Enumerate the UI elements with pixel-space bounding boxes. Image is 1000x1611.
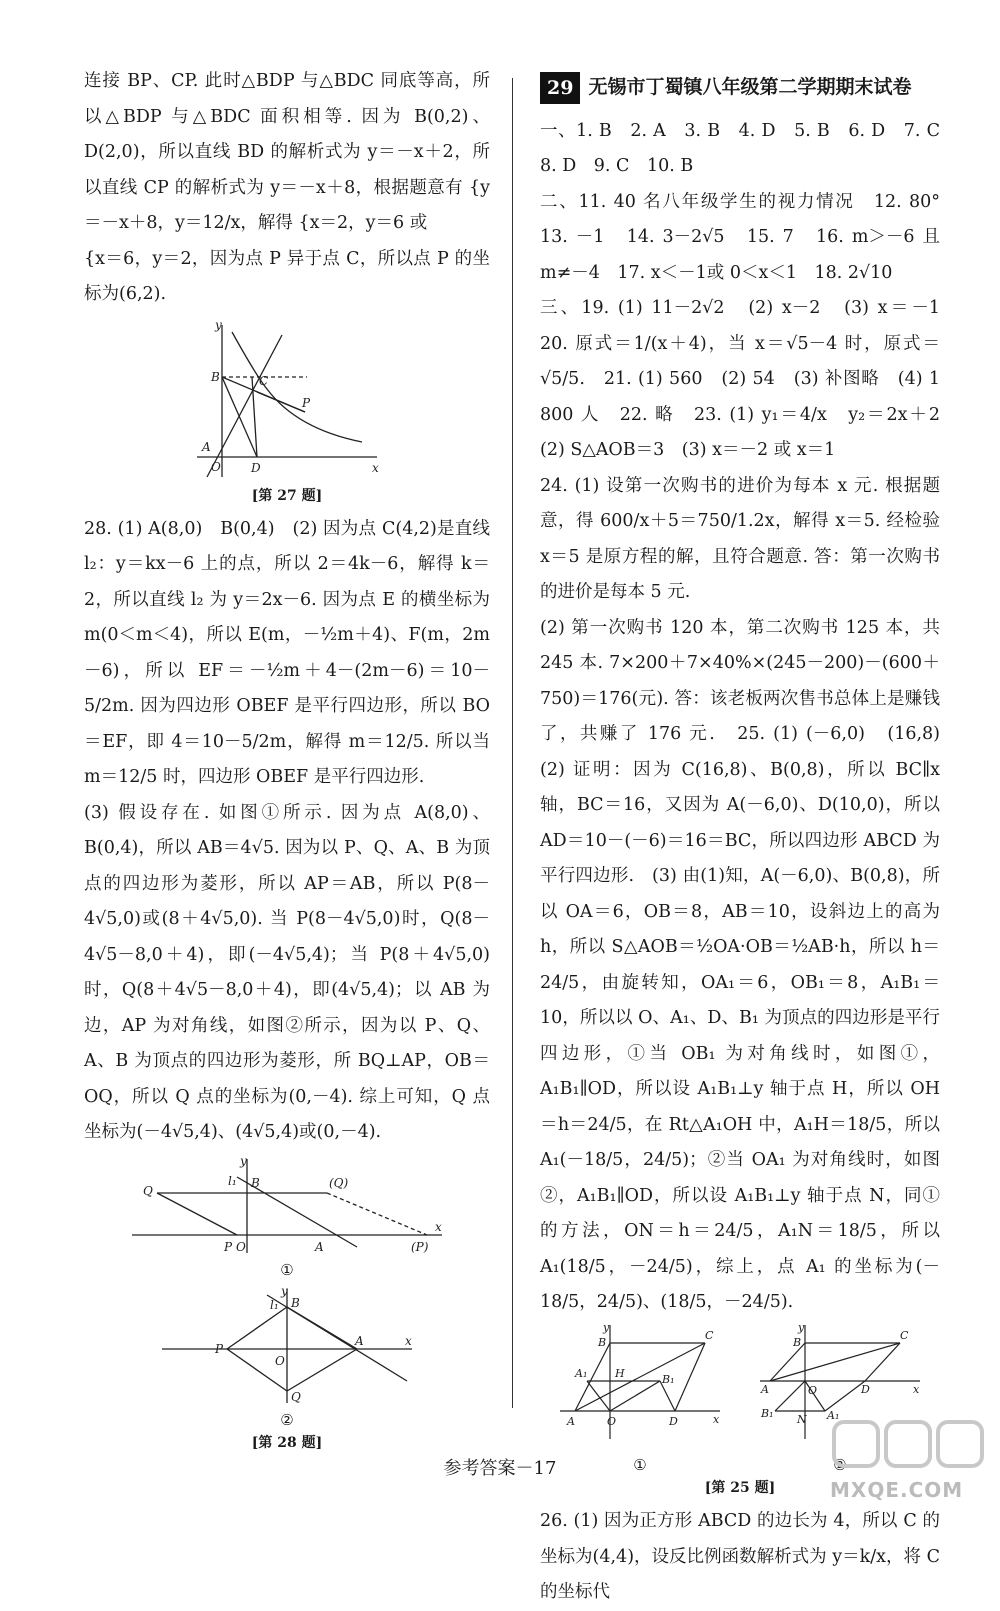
svg-text:A: A <box>567 1414 575 1428</box>
figure-25-2-label: ② <box>833 1456 847 1474</box>
watermark-url: MXQE.COM <box>830 1478 964 1502</box>
answer-24: 24. (1) 设第一次购书的进价为每本 x 元. 根据题意，得 600/x＋5＝750/1.2x，解得 x＝5. 经检验 x＝5 是原方程的解，且符合题意. 答：第一次购书的进价是每本 5 元. <box>540 475 940 602</box>
answer-27-end: {x＝6，y＝2，因为点 P 异于点 C，所以点 P 的坐标为(6,2). <box>84 248 490 304</box>
svg-text:P: P <box>215 1341 224 1356</box>
svg-text:A: A <box>761 1382 769 1396</box>
svg-text:B: B <box>251 1175 260 1190</box>
section-number: 29 <box>540 72 580 104</box>
svg-text:B: B <box>291 1295 300 1310</box>
svg-text:O: O <box>236 1239 246 1254</box>
svg-text:B₁: B₁ <box>662 1372 675 1386</box>
svg-text:A: A <box>355 1333 364 1348</box>
left-column <box>84 64 490 1459</box>
svg-text:O: O <box>275 1353 285 1368</box>
svg-text:O: O <box>607 1414 617 1428</box>
svg-text:y: y <box>215 317 222 332</box>
svg-text:B₁: B₁ <box>761 1406 774 1420</box>
svg-text:x: x <box>435 1219 442 1234</box>
svg-text:y: y <box>603 1320 610 1334</box>
svg-text:x: x <box>913 1382 920 1396</box>
figure-25-caption: [第 25 题] <box>704 1480 776 1496</box>
svg-text:B: B <box>793 1335 802 1349</box>
answers-fill: 二、11. 40 名八年级学生的视力情况 12. 80° 13. －1 14. 3－2√5 15. 7 16. m＞－6 且 m≠－4 17. x＜－1或 0＜x＜1 18. 2√10 <box>540 191 958 283</box>
watermark-logo <box>830 1418 990 1502</box>
column-divider <box>512 78 513 1408</box>
svg-text:x: x <box>713 1412 720 1426</box>
figure-28-1-label: ① <box>280 1260 294 1279</box>
answer-27-cont: 连接 BP、CP. 此时△BDP 与△BDC 同底等高，所以△BDP 与△BDC 面积相等. 因为 B(0,2)、D(2,0)，所以直线 BD 的解析式为 y＝－x＋2，所以直线 CP 的解析式为 y＝－x＋8，根据题意有 {y＝－x＋8，y＝12/x，解得 {x＝2，y＝6 或 <box>84 71 490 233</box>
svg-text:l₁: l₁ <box>270 1297 279 1312</box>
answers-choice: 一、1. B 2. A 3. B 4. D 5. B 6. D 7. C 8. D 9. C 10. B <box>540 120 958 176</box>
figure-27-caption: [第 27 题] <box>251 487 323 504</box>
figure-25-1-label: ① <box>633 1456 647 1474</box>
svg-text:C: C <box>259 373 269 388</box>
svg-text:B: B <box>598 1335 607 1349</box>
svg-text:A: A <box>202 439 211 454</box>
svg-text:H: H <box>615 1366 625 1380</box>
svg-text:O: O <box>211 459 221 474</box>
svg-text:A₁: A₁ <box>575 1366 588 1380</box>
figure-25-1 <box>555 1321 725 1441</box>
svg-text:A₁: A₁ <box>827 1408 840 1422</box>
svg-text:(Q): (Q) <box>329 1175 349 1190</box>
svg-text:B: B <box>211 369 220 384</box>
answer-26: 26. (1) 因为正方形 ABCD 的边长为 4，所以 C 的坐标为(4,4)，设反比例函数解析式为 y＝k/x，将 C 的坐标代 <box>540 1511 940 1602</box>
svg-text:y: y <box>240 1154 247 1168</box>
answer-28: 28. (1) A(8,0) B(0,4) (2) 因为点 C(4,2)是直线 l₂：y＝kx－6 上的点，所以 2＝4k－6，解得 k＝2，所以直线 l₂ 为 y＝2x－6. 因为点 E 的横坐标为 m(0＜m＜4)，所以 E(m，－½m＋4)、F(m，2m－6)，所以 EF＝－½m＋4－(2m－6)＝10－5/2m. 因为四边形 OBEF 是平行四边形，所以 BO＝EF，即 4＝10－5/2m，解得 m＝12/5. 所以当 m＝12/5 时，四边形 OBEF 是平行四边形. <box>84 518 490 787</box>
svg-text:N: N <box>797 1412 807 1426</box>
svg-text:C: C <box>900 1328 909 1342</box>
svg-text:D: D <box>669 1414 678 1428</box>
svg-text:y: y <box>281 1284 288 1298</box>
right-column <box>540 64 958 1611</box>
svg-text:Q: Q <box>143 1183 153 1198</box>
watermark-badge-icon <box>830 1418 990 1474</box>
section-header <box>540 70 940 106</box>
figure-28-2-label: ② <box>280 1410 294 1429</box>
svg-text:A: A <box>315 1239 324 1254</box>
svg-text:P: P <box>224 1239 233 1254</box>
svg-text:O: O <box>808 1383 818 1397</box>
section-title: 无锡市丁蜀镇八年级第二学期期末试卷 <box>588 76 912 98</box>
answers-solve: 三、19. (1) 11－2√2 (2) x－2 (3) x＝－1 20. 原式＝1/(x＋4)，当 x＝√5－4 时，原式＝√5/5. 21. (1) 560 (2) 54 (3) 补图略 (4) 1 800 人 22. 略 23. (1) y₁＝4/x y₂＝2x＋2 (2) S△AOB＝3 (3) x＝－2 或 x＝1 <box>540 298 958 460</box>
figure-27 <box>187 317 387 482</box>
svg-text:D: D <box>251 460 261 475</box>
answer-28-part3: (3) 假设存在. 如图①所示. 因为点 A(8,0)、B(0,4)，所以 AB＝4√5. 因为以 P、Q、A、B 为顶点的四边形为菱形，所以 AP＝AB，所以 P(8－4√5,0)或(8＋4√5,0). 当 P(8－4√5,0)时，Q(8－4√5－8,0＋4)，即(－4√5,4)；当 P(8＋4√5,0)时，Q(8＋4√5－8,0＋4)，即(4√5,4)；以 AB 为边，AP 为对角线，如图②所示，因为以 P、Q、A、B 为顶点的四边形为菱形，所 BQ⊥AP，OB＝OQ，所以 Q 点的坐标为(0,－4). 综上可知，Q 点坐标为(－4√5,4)、(4√5,4)或(0,－4). <box>84 802 490 1142</box>
svg-text:(P): (P) <box>411 1239 429 1254</box>
svg-text:Q: Q <box>291 1389 301 1404</box>
figure-28-2 <box>157 1285 417 1405</box>
figure-25-1-wrap <box>555 1321 725 1477</box>
figure-28-1 <box>127 1155 447 1255</box>
svg-text:D: D <box>861 1382 870 1396</box>
svg-text:C: C <box>705 1328 714 1342</box>
svg-text:x: x <box>405 1333 412 1348</box>
figure-28-caption: [第 28 题] <box>251 1434 323 1451</box>
answer-24-25: (2) 第一次购书 120 本，第二次购书 125 本，共 245 本. 7×200＋7×40%×(245－200)－(600＋750)＝176(元). 答：该老板两次售书总体上是赚钱了，共赚了 176 元. 25. (1) (－6,0) (16,8) (2) 证明：因为 C(16,8)、B(0,8)，所以 BC∥x 轴，BC＝16，又因为 A(－6,0)、D(10,0)，所以 AD＝10－(－6)＝16＝BC，所以四边形 ABCD 为平行四边形. (3) 由(1)知，A(－6,0)、B(0,8)，所以 OA＝6，OB＝8，AB＝10，设斜边上的高为 h，所以 S△AOB＝½OA·OB＝½AB·h，所以 h＝24/5，由旋转知，OA₁＝6，OB₁＝8，A₁B₁＝10，所以以 O、A₁、D、B₁ 为顶点的四边形是平行四边形，①当 OB₁ 为对角线时，如图①，A₁B₁∥OD，所以设 A₁B₁⊥y 轴于点 H，所以 OH＝h＝24/5，在 Rt△A₁OH 中，A₁H＝18/5，所以 A₁(－18/5，24/5)；②当 OA₁ 为对角线时，如图②，A₁B₁∥OD，所以设 A₁B₁⊥y 轴于点 N，同①的方法，ON＝h＝24/5，A₁N＝18/5，所以 A₁(18/5，－24/5)，综上，点 A₁ 的坐标为(－18/5，24/5)、(18/5，－24/5). <box>540 617 958 1312</box>
svg-text:y: y <box>798 1320 805 1334</box>
page-footer: 参考答案－17 <box>443 1458 557 1479</box>
svg-text:x: x <box>372 460 379 475</box>
svg-text:l₁: l₁ <box>228 1173 237 1188</box>
svg-text:P: P <box>302 395 311 410</box>
